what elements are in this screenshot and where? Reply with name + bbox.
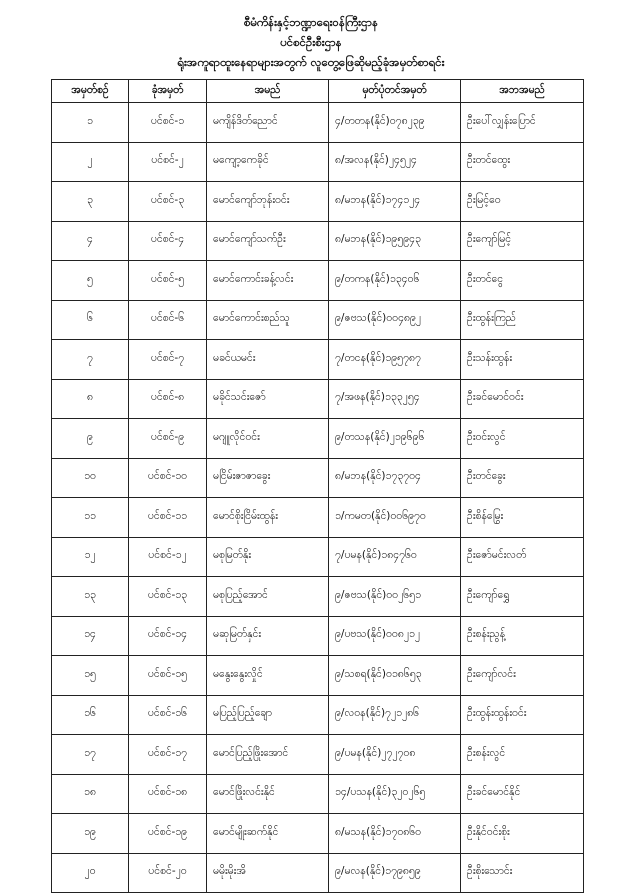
table-row bbox=[52, 656, 584, 696]
table-row bbox=[52, 537, 584, 577]
nrc-number-cell: ၉/လဝန(နိုင်)၇၂၁၂၈၆ bbox=[329, 695, 461, 735]
serial-number-cell: ၁၂ bbox=[52, 537, 129, 577]
exam-number-cell: ပင်စင်-၁၇ bbox=[129, 735, 207, 775]
nrc-number-cell: ၈/အလန(နိုင်)၂၄၅၂၄ bbox=[329, 142, 461, 182]
column-header-father-name: အဘအမည် bbox=[461, 80, 584, 103]
nrc-number-cell: ၈/မသန(နိုင်)၁၇၀၈၆၀ bbox=[329, 814, 461, 854]
candidate-table bbox=[51, 79, 584, 893]
father-name-cell: ဦးစိုးသောင်း bbox=[461, 853, 584, 893]
exam-number-cell: ပင်စင်-၉ bbox=[129, 419, 207, 459]
serial-number-cell: ၁၃ bbox=[52, 577, 129, 617]
serial-number-cell: ၁၈ bbox=[52, 774, 129, 814]
father-name-cell: ဦးမြင့်ဝေ bbox=[461, 182, 584, 222]
candidate-name-cell: မပြည့်ပြည့်ချော bbox=[207, 695, 329, 735]
candidate-name-cell: မောင်ကျော်ဘုန်းဝင်း bbox=[207, 182, 329, 222]
table-header-row bbox=[52, 80, 584, 103]
document-header bbox=[0, 12, 622, 72]
nrc-number-cell: ၉/တကန(နိုင်)၁၃၄၀၆ bbox=[329, 261, 461, 301]
candidate-name-cell: မကျိန်ဒိတ်ညောင် bbox=[207, 103, 329, 143]
serial-number-cell: ၁၆ bbox=[52, 695, 129, 735]
table-row bbox=[52, 103, 584, 143]
table-row bbox=[52, 458, 584, 498]
exam-number-cell: ပင်စင်-၄ bbox=[129, 221, 207, 261]
exam-number-cell: ပင်စင်-၆ bbox=[129, 300, 207, 340]
father-name-cell: ဦးကျော်မြင့် bbox=[461, 221, 584, 261]
nrc-number-cell: ၉/ပမန(နိုင်)၂၇၂၇၀၈ bbox=[329, 735, 461, 775]
table-row bbox=[52, 616, 584, 656]
exam-number-cell: ပင်စင်-၁၉ bbox=[129, 814, 207, 854]
serial-number-cell: ၁၀ bbox=[52, 458, 129, 498]
exam-number-cell: ပင်စင်-၁၁ bbox=[129, 498, 207, 538]
table-row bbox=[52, 735, 584, 775]
serial-number-cell: ၂ bbox=[52, 142, 129, 182]
serial-number-cell: ၁၇ bbox=[52, 735, 129, 775]
table-row bbox=[52, 379, 584, 419]
nrc-number-cell: ၁/ကမတ(နိုင်)၀၀၆၉၇၀ bbox=[329, 498, 461, 538]
candidate-name-cell: မခင်ယမင်း bbox=[207, 340, 329, 380]
candidate-name-cell: မနွေးနွေးလှိုင် bbox=[207, 656, 329, 696]
father-name-cell: ဦးစန်းညွန့် bbox=[461, 616, 584, 656]
nrc-number-cell: ၈/မဘန(နိုင်)၁၉၅၉၄၃ bbox=[329, 221, 461, 261]
nrc-number-cell: ၇/အဖန(နိုင်)၁၃၃၂၅၄ bbox=[329, 379, 461, 419]
father-name-cell: ဦးဝင်းလွင် bbox=[461, 419, 584, 459]
candidate-name-cell: မခိုင်သင်းဇော် bbox=[207, 379, 329, 419]
nrc-number-cell: ၉/မလန(နိုင်)၁၇၉၈၅၉ bbox=[329, 853, 461, 893]
serial-number-cell: ၄ bbox=[52, 221, 129, 261]
column-header-name: အမည် bbox=[207, 80, 329, 103]
father-name-cell: ဦးစိန်မြွေး bbox=[461, 498, 584, 538]
father-name-cell: ဦးခင်မောင်ဝင်း bbox=[461, 379, 584, 419]
nrc-number-cell: ၈/မဘန(နိုင်)၁၇၃၇၀၄ bbox=[329, 458, 461, 498]
exam-number-cell: ပင်စင်-၁၈ bbox=[129, 774, 207, 814]
father-name-cell: ဦးခင်မောင်နိုင် bbox=[461, 774, 584, 814]
father-name-cell: ဦးကျော်ရွှေ bbox=[461, 577, 584, 617]
list-title: ရုံးအကူရာထူးနေရာများအတွက် လူတွေ့ဖြေဆိုမည့်ခုံအမှတ်စာရင်း bbox=[177, 55, 445, 69]
nrc-number-cell: ၉/ပဗသ(နိုင်)၀၀၈၂၁၂ bbox=[329, 616, 461, 656]
serial-number-cell: ၅ bbox=[52, 261, 129, 301]
exam-number-cell: ပင်စင်-၁၃ bbox=[129, 577, 207, 617]
candidate-name-cell: မဂျူလိုင်ဝင်း bbox=[207, 419, 329, 459]
father-name-cell: ဦးသန်းထွန်း bbox=[461, 340, 584, 380]
serial-number-cell: ၁၁ bbox=[52, 498, 129, 538]
table-row bbox=[52, 695, 584, 735]
serial-number-cell: ၁၄ bbox=[52, 616, 129, 656]
candidate-name-cell: မောင်ပြည့်ဖြိုးအောင် bbox=[207, 735, 329, 775]
nrc-number-cell: ၉/ဇဗသ(နိုင်)၀၀၄၈၉၂ bbox=[329, 300, 461, 340]
candidate-name-cell: မောင်ကျော်သက်ဦး bbox=[207, 221, 329, 261]
candidate-name-cell: မစုပြည့်အောင် bbox=[207, 577, 329, 617]
father-name-cell: ဦးနိုင်ဝင်းစိုး bbox=[461, 814, 584, 854]
ministry-title: စီမံကိန်းနှင့်ဘဏ္ဍာရေးဝန်ကြီးဌာန bbox=[243, 15, 379, 29]
father-name-cell: ဦးထွန်းထွန်းဝင်း bbox=[461, 695, 584, 735]
exam-number-cell: ပင်စင်-၁ bbox=[129, 103, 207, 143]
exam-number-cell: ပင်စင်-၁၅ bbox=[129, 656, 207, 696]
exam-number-cell: ပင်စင်-၃ bbox=[129, 182, 207, 222]
table-row bbox=[52, 142, 584, 182]
column-header-serial: အမှတ်စဉ် bbox=[52, 80, 129, 103]
candidate-name-cell: မကျော့ကေခိုင် bbox=[207, 142, 329, 182]
exam-number-cell: ပင်စင်-၂ bbox=[129, 142, 207, 182]
father-name-cell: ဦးဇော်မင်းလတ် bbox=[461, 537, 584, 577]
serial-number-cell: ၉ bbox=[52, 419, 129, 459]
nrc-number-cell: ၇/တငန(နိုင်)၁၉၅၇၈၇ bbox=[329, 340, 461, 380]
column-header-exam-no: ခုံအမှတ် bbox=[129, 80, 207, 103]
nrc-number-cell: ၁၄/ပသန(နိုင်)၃၂၀၂၆၅ bbox=[329, 774, 461, 814]
serial-number-cell: ၁၅ bbox=[52, 656, 129, 696]
candidate-name-cell: မစုမြတ်နိုး bbox=[207, 537, 329, 577]
serial-number-cell: ၁ bbox=[52, 103, 129, 143]
table-row bbox=[52, 261, 584, 301]
department-title: ပင်စင်ဦးစီးဌာန bbox=[280, 35, 342, 49]
exam-number-cell: ပင်စင်-၁၄ bbox=[129, 616, 207, 656]
table-row bbox=[52, 853, 584, 893]
father-name-cell: ဦးတင်ငွေ bbox=[461, 261, 584, 301]
table-row bbox=[52, 774, 584, 814]
father-name-cell: ဦးကျော်လင်း bbox=[461, 656, 584, 696]
serial-number-cell: ၁၉ bbox=[52, 814, 129, 854]
candidate-name-cell: မောင်ကောင်းစည်သူ bbox=[207, 300, 329, 340]
exam-number-cell: ပင်စင်-၈ bbox=[129, 379, 207, 419]
exam-number-cell: ပင်စင်-၅ bbox=[129, 261, 207, 301]
table-row bbox=[52, 340, 584, 380]
serial-number-cell: ၇ bbox=[52, 340, 129, 380]
table-row bbox=[52, 182, 584, 222]
exam-number-cell: ပင်စင်-၁၆ bbox=[129, 695, 207, 735]
nrc-number-cell: ၉/သစရ(နိုင်)၀၁၈၆၅၃ bbox=[329, 656, 461, 696]
candidate-name-cell: မဆုမြတ်နှင်း bbox=[207, 616, 329, 656]
table-row bbox=[52, 814, 584, 854]
candidate-name-cell: မောင်စိုးငြိမ်းထွန်း bbox=[207, 498, 329, 538]
table-row bbox=[52, 300, 584, 340]
table-row bbox=[52, 419, 584, 459]
table-row bbox=[52, 577, 584, 617]
father-name-cell: ဦးစန်းလွင် bbox=[461, 735, 584, 775]
nrc-number-cell: ၉/ဇဗသ(နိုင်)၀၀၂၆၅၁ bbox=[329, 577, 461, 617]
serial-number-cell: ၈ bbox=[52, 379, 129, 419]
serial-number-cell: ၂၀ bbox=[52, 853, 129, 893]
table-row bbox=[52, 221, 584, 261]
father-name-cell: ဦးတင်ခွေး bbox=[461, 458, 584, 498]
exam-number-cell: ပင်စင်-၇ bbox=[129, 340, 207, 380]
serial-number-cell: ၃ bbox=[52, 182, 129, 222]
exam-number-cell: ပင်စင်-၂၀ bbox=[129, 853, 207, 893]
father-name-cell: ဦးတင်ထွေး bbox=[461, 142, 584, 182]
exam-number-cell: ပင်စင်-၁၀ bbox=[129, 458, 207, 498]
nrc-number-cell: ၄/တတန(နိုင်)၀၇၈၂၃၉ bbox=[329, 103, 461, 143]
column-header-nrc: မှတ်ပုံတင်အမှတ် bbox=[329, 80, 461, 103]
nrc-number-cell: ၉/တသန(နိုင်)၂၁၉၆၉၆ bbox=[329, 419, 461, 459]
nrc-number-cell: ၇/ပမန(နိုင်)၁၈၄၇၆၀ bbox=[329, 537, 461, 577]
nrc-number-cell: ၈/မဘန(နိုင်)၁၇၄၁၂၄ bbox=[329, 182, 461, 222]
candidate-name-cell: မောင်ဖြိုးလင်းနိုင် bbox=[207, 774, 329, 814]
candidate-name-cell: မမိုးမိုးအိ bbox=[207, 853, 329, 893]
exam-number-cell: ပင်စင်-၁၂ bbox=[129, 537, 207, 577]
candidate-name-cell: မောင်မျိုးဆက်နိုင် bbox=[207, 814, 329, 854]
serial-number-cell: ၆ bbox=[52, 300, 129, 340]
candidate-name-cell: မောင်ကောင်းခန့်လင်း bbox=[207, 261, 329, 301]
father-name-cell: ဦးပေါ်လျှန်းပြောင် bbox=[461, 103, 584, 143]
table-row bbox=[52, 498, 584, 538]
candidate-name-cell: မငြိမ်းဇာဇာခွေး bbox=[207, 458, 329, 498]
table-body bbox=[52, 103, 584, 893]
father-name-cell: ဦးထွန်းကြည် bbox=[461, 300, 584, 340]
